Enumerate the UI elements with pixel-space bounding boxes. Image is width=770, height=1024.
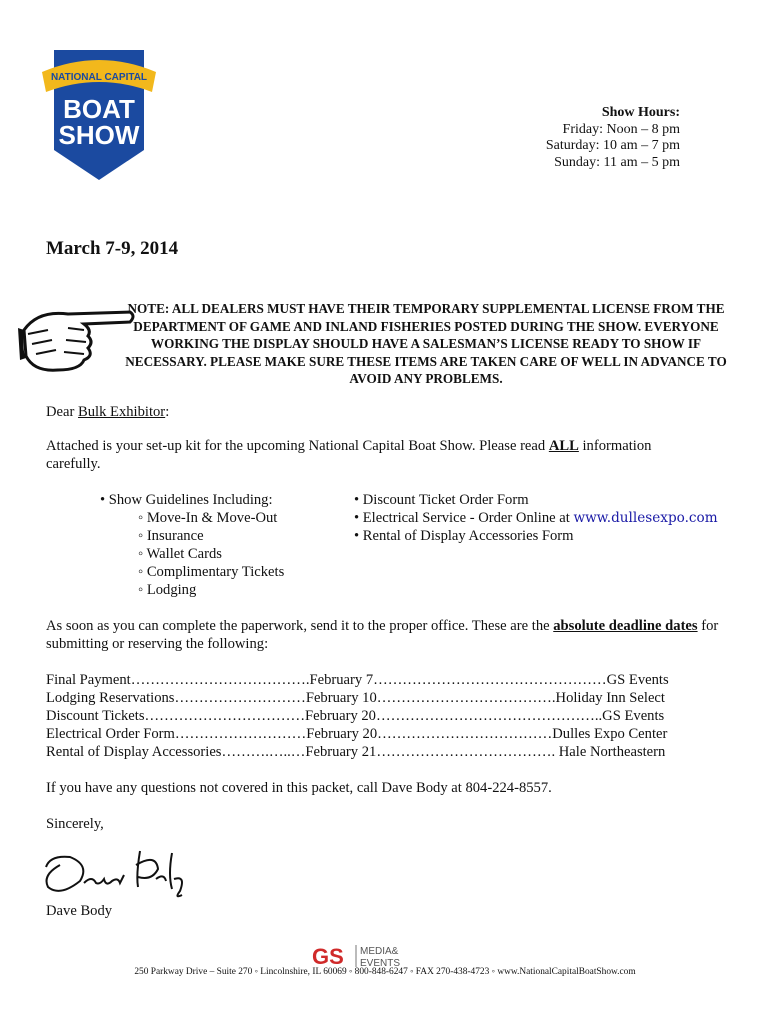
list-item: ◦ Move-In & Move-Out bbox=[138, 510, 278, 526]
signature-image bbox=[40, 845, 190, 900]
hours-saturday: Saturday: 10 am – 7 pm bbox=[545, 138, 680, 153]
boat-show-logo bbox=[40, 42, 158, 182]
signer-name: Dave Body bbox=[46, 903, 113, 919]
list-item: • Rental of Display Accessories Form bbox=[354, 528, 574, 544]
list-item: • Discount Ticket Order Form bbox=[354, 492, 529, 508]
dealer-license-note: NOTE: ALL DEALERS MUST HAVE THEIR TEMPORARY SUPPLEMENTAL LICENSE FROM THE DEPARTMENT OF GAME AND INLAND FISHERIES POSTED DURING THE SHOW. EVERYONE WORKING THE DISPLAY SHOULD HAVE A SALESMAN’S LICENSE READY TO SHOW IF NECESSARY. PLEASE MAKE SURE THESE ITEMS ARE TAKEN CARE OF WELL IN ADVANCE TO AVOID ANY PROBLEMS. bbox=[125, 301, 727, 386]
list-item: ◦ Lodging bbox=[138, 582, 197, 598]
salutation: Dear Bulk Exhibitor: bbox=[46, 404, 170, 420]
svg-text:MEDIA&: MEDIA& bbox=[360, 946, 399, 957]
forms-list bbox=[354, 491, 718, 545]
table-row: Electrical Order Form………………………February 20………………………………Dulles Expo Center bbox=[46, 726, 668, 742]
svg-text:NATIONAL CAPITAL: NATIONAL CAPITAL bbox=[50, 72, 148, 83]
table-row: Rental of Display Accessories……….…..…February 21………………………………. Hale Northeastern bbox=[46, 744, 666, 760]
pointing-hand-icon bbox=[18, 300, 136, 380]
exhibitor-name: Bulk Exhibitor bbox=[78, 404, 166, 420]
table-row: Discount Tickets……………………………February 20………………………………………..GS Events bbox=[46, 708, 665, 724]
footer-address: 250 Parkway Drive – Suite 270 ◦ Lincolnshire, IL 60069 ◦ 800-848-6247 ◦ FAX 270-438-4723 ◦ www.NationalCapitalBoatShow.com bbox=[134, 967, 636, 977]
list-item: ◦ Insurance bbox=[138, 528, 204, 544]
table-row: Lodging Reservations………………………February 10……………………………….Holiday Inn Select bbox=[46, 690, 665, 706]
table-row: Final Payment……………………………….February 7…………………………………………GS Events bbox=[46, 672, 669, 688]
questions-line: If you have any questions not covered in this packet, call Dave Body at 804-224-8557. bbox=[46, 780, 552, 796]
list-item: • Show Guidelines Including: bbox=[100, 492, 273, 508]
gs-media-events-logo bbox=[312, 942, 422, 970]
svg-text:BOAT: BOAT bbox=[63, 94, 135, 124]
deadline-table bbox=[46, 671, 690, 761]
hours-friday: Friday: Noon – 8 pm bbox=[562, 121, 680, 137]
event-date: March 7-9, 2014 bbox=[46, 238, 179, 259]
dulles-expo-link[interactable]: www.dullesexpo.com bbox=[573, 510, 718, 526]
list-item: • Electrical Service - Order Online at www.dullesexpo.com bbox=[354, 510, 718, 526]
intro-paragraph: Attached is your set-up kit for the upcoming National Capital Boat Show. Please read ALL information carefully. bbox=[46, 438, 652, 472]
deadline-intro: As soon as you can complete the paperwork, send it to the proper office. These are the absolute deadline dates for submitting or reserving the following: bbox=[46, 618, 719, 652]
hours-sunday: Sunday: 11 am – 5 pm bbox=[554, 154, 680, 170]
show-hours bbox=[546, 105, 680, 171]
guidelines-list bbox=[100, 491, 284, 599]
svg-text:SHOW: SHOW bbox=[58, 120, 140, 150]
show-hours-title: Show Hours: bbox=[601, 105, 680, 120]
svg-text:EVENTS: EVENTS bbox=[360, 958, 401, 969]
list-item: ◦ Wallet Cards bbox=[138, 546, 222, 562]
svg-text:GS: GS bbox=[312, 944, 344, 969]
closing: Sincerely, bbox=[46, 816, 104, 832]
list-item: ◦ Complimentary Tickets bbox=[138, 564, 285, 580]
